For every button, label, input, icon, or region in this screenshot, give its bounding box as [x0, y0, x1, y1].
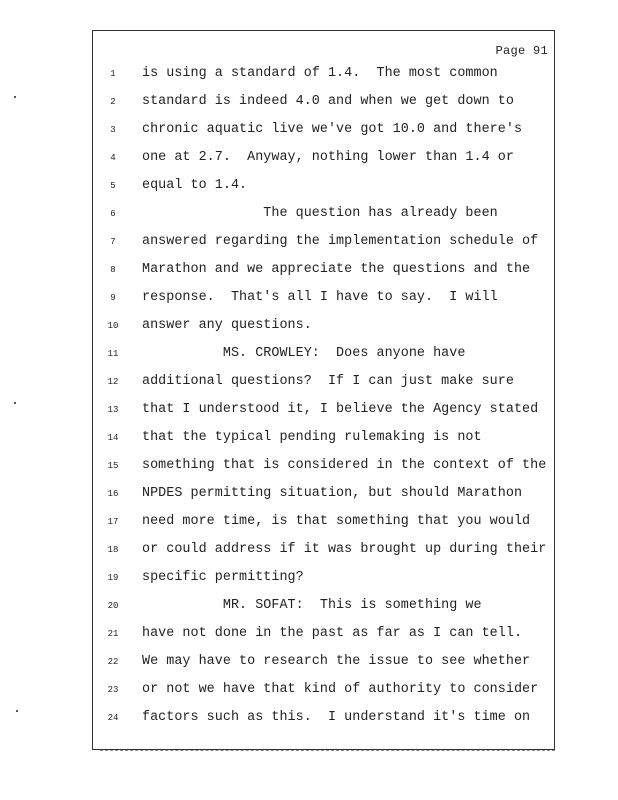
footer-rule: [100, 750, 555, 751]
transcript-line: one at 2.7. Anyway, nothing lower than 1.4 or: [142, 150, 514, 165]
line-number: 8: [110, 265, 116, 275]
line-number: 7: [110, 237, 116, 247]
line-number: 17: [107, 517, 119, 527]
transcript-line: NPDES permitting situation, but should Marathon: [142, 486, 523, 501]
line-number: 22: [107, 657, 119, 667]
transcript-line: factors such as this. I understand it's time on: [142, 710, 531, 725]
transcript-line: response. That's all I have to say. I will: [142, 290, 498, 305]
transcript-line: answer any questions.: [142, 318, 312, 333]
transcript-line: specific permitting?: [142, 570, 304, 585]
line-number: 14: [107, 433, 119, 443]
line-number: 9: [110, 293, 116, 303]
transcript-line: Marathon and we appreciate the questions and the: [142, 262, 531, 277]
line-number: 21: [107, 629, 119, 639]
transcript-line: The question has already been: [142, 206, 498, 221]
transcript-line: standard is indeed 4.0 and when we get down to: [142, 94, 514, 109]
line-number: 12: [107, 377, 119, 387]
transcript-line: is using a standard of 1.4. The most common: [142, 66, 498, 81]
transcript-line: that the typical pending rulemaking is not: [142, 430, 482, 445]
transcript-line: equal to 1.4.: [142, 178, 248, 193]
line-number: 1: [110, 69, 116, 79]
scan-speck: [14, 402, 16, 404]
line-number: 16: [107, 489, 119, 499]
transcript-line: something that is considered in the context of the: [142, 458, 547, 473]
scan-speck: [16, 710, 18, 712]
transcript-line: that I understood it, I believe the Agency stated: [142, 402, 539, 417]
line-number: 3: [110, 125, 116, 135]
transcript-line: or not we have that kind of authority to consider: [142, 682, 539, 697]
line-number: 15: [107, 461, 119, 471]
transcript-line: have not done in the past as far as I can tell.: [142, 626, 523, 641]
line-number: 20: [107, 601, 119, 611]
transcript-line: chronic aquatic live we've got 10.0 and there's: [142, 122, 523, 137]
line-number: 19: [107, 573, 119, 583]
transcript-line: or could address if it was brought up during their: [142, 542, 547, 557]
transcript-line: We may have to research the issue to see whether: [142, 654, 531, 669]
line-number: 4: [110, 153, 116, 163]
transcript-line: MS. CROWLEY: Does anyone have: [142, 346, 466, 361]
transcript-line: answered regarding the implementation schedule of: [142, 234, 539, 249]
line-number: 24: [107, 713, 119, 723]
transcript-line: MR. SOFAT: This is something we: [142, 598, 482, 613]
line-number: 23: [107, 685, 119, 695]
line-number: 6: [110, 209, 116, 219]
line-number: 13: [107, 405, 119, 415]
line-number: 11: [107, 349, 119, 359]
scan-speck: [14, 96, 16, 98]
line-number: 10: [107, 321, 119, 331]
transcript-line: need more time, is that something that you would: [142, 514, 531, 529]
line-number: 18: [107, 545, 119, 555]
page-number: Page 91: [495, 44, 548, 58]
line-number: 5: [110, 181, 116, 191]
line-number: 2: [110, 97, 116, 107]
transcript-line: additional questions? If I can just make sure: [142, 374, 514, 389]
